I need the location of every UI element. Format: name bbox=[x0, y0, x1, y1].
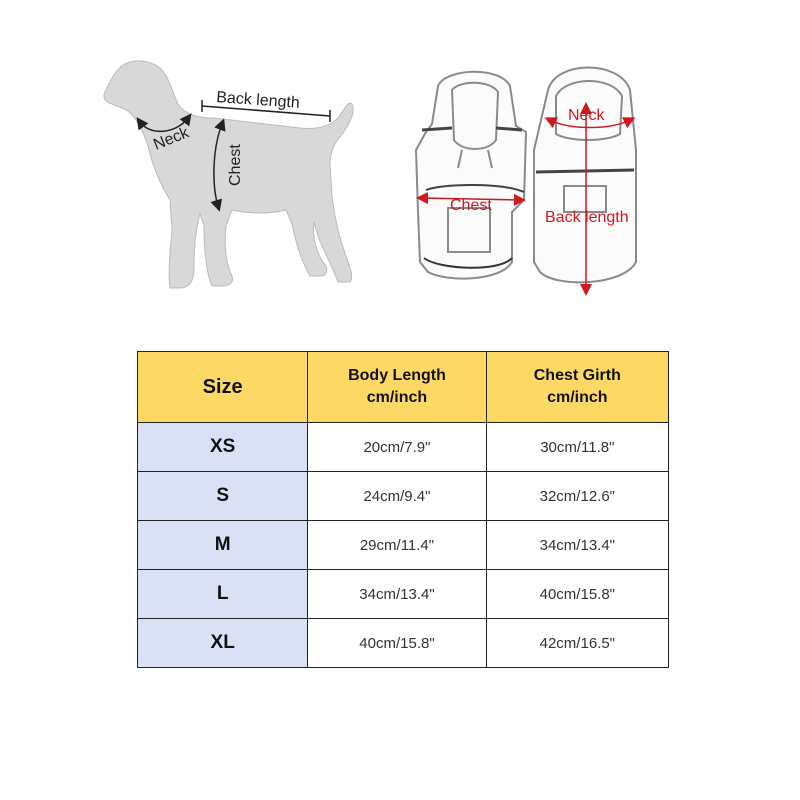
table-row bbox=[138, 423, 669, 472]
table-row bbox=[138, 521, 669, 570]
chest-girth-cell: 32cm/12.6" bbox=[486, 472, 668, 521]
header-chest-girth bbox=[486, 352, 668, 423]
table-header-row bbox=[138, 352, 669, 423]
chest-girth-cell: 34cm/13.4" bbox=[486, 521, 668, 570]
size-cell: M bbox=[138, 521, 308, 570]
coat-front-view bbox=[416, 72, 526, 279]
header-chest-girth-title: Chest Girth bbox=[533, 367, 621, 384]
coat-chest-label: Chest bbox=[450, 197, 492, 214]
table-row bbox=[138, 472, 669, 521]
table-row bbox=[138, 570, 669, 619]
header-body-length-unit: cm/inch bbox=[366, 389, 428, 406]
body-length-cell: 34cm/13.4" bbox=[308, 570, 486, 619]
size-cell: XS bbox=[138, 423, 308, 472]
chest-girth-cell: 42cm/16.5" bbox=[486, 619, 668, 668]
coat-back-length-label: Back length bbox=[545, 209, 629, 226]
back-length-annotation bbox=[202, 89, 330, 122]
header-size: Size bbox=[138, 352, 308, 423]
coat-back-view bbox=[534, 68, 636, 283]
measurement-diagram bbox=[0, 0, 800, 340]
body-length-cell: 20cm/7.9" bbox=[308, 423, 486, 472]
header-chest-girth-unit: cm/inch bbox=[547, 389, 608, 406]
header-body-length bbox=[308, 352, 486, 423]
size-cell: L bbox=[138, 570, 308, 619]
neck-label: Neck bbox=[151, 124, 192, 154]
body-length-cell: 24cm/9.4" bbox=[308, 472, 486, 521]
body-length-cell: 29cm/11.4" bbox=[308, 521, 486, 570]
body-length-cell: 40cm/15.8" bbox=[308, 619, 486, 668]
chest-girth-cell: 40cm/15.8" bbox=[486, 570, 668, 619]
chest-label: Chest bbox=[227, 144, 244, 186]
size-cell: XL bbox=[138, 619, 308, 668]
back-length-label: Back length bbox=[215, 89, 301, 112]
chest-girth-cell: 30cm/11.8" bbox=[486, 423, 668, 472]
size-cell: S bbox=[138, 472, 308, 521]
size-chart-table bbox=[137, 351, 669, 668]
coat-neck-label: Neck bbox=[568, 107, 605, 124]
header-body-length-title: Body Length bbox=[348, 367, 446, 384]
table-row bbox=[138, 619, 669, 668]
